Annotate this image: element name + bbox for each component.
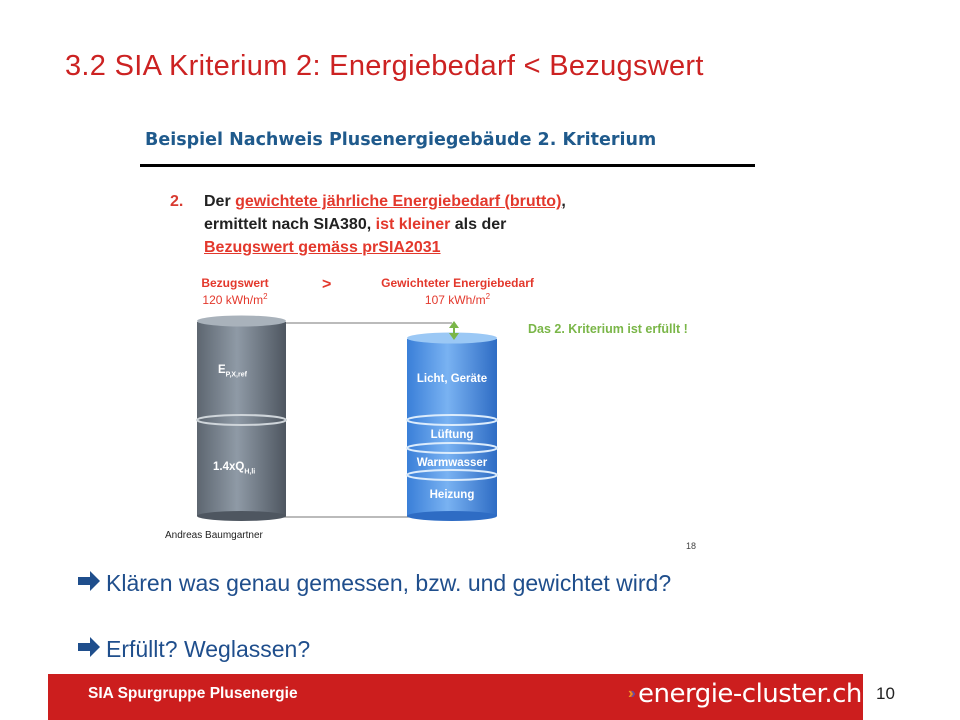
criterion-line-2: ermittelt nach SIA380, ist kleiner als der [204,216,507,233]
author-credit: Andreas Baumgartner [165,530,263,541]
reference-cylinder [197,316,286,522]
criterion-verdict: Das 2. Kriterium ist erfüllt ! [528,322,688,336]
arrow-right-icon [78,636,106,663]
weighted-value: 107 kWh/$m^2$ [424,292,491,307]
reference-cylinder-body [197,322,286,516]
weighted-heading: Gewichteter Energiebedarf [381,276,534,290]
segment-lueftung: Lüftung [430,429,474,441]
footer-label: SIA Spurgruppe Plusenergie [88,685,298,702]
reference-heading: Bezugswert [201,276,269,290]
chevrons-icon: ››› [628,685,632,702]
bullet-item [78,570,671,597]
reference-cylinder-bottom-cap [197,511,286,521]
reference-value: 120 kWh/$m^2$ [202,292,268,307]
reference-bottom-label: $1.4xQ_{H,li}$ [213,461,256,476]
slide-title: 3.2 SIA Kriterium 2: Energiebedarf < Bezugswert [65,50,704,82]
criterion-number: 2. [170,193,184,210]
bullet-text: Erfüllt? Weglassen? [106,636,311,662]
segment-heizung: Heizung [429,489,475,501]
criterion-line-1: Der gewichtete jährliche Energiebedarf (brutto), [204,193,566,210]
bullet-text: Klären was genau gemessen, bzw. und gewichtet wird? [106,570,672,596]
segment-licht-geraete: Licht, Geräte [416,373,488,385]
arrow-right-icon [78,570,106,597]
source-page-mark: 18 [686,541,697,551]
criterion-emphasis-1: gewichtete jährliche Energiebedarf (brutto) [235,193,562,210]
criterion-emphasis-3: Bezugswert gemäss prSIA2031 [204,239,441,256]
brand-logo [628,679,862,709]
criterion-emphasis-2: ist kleiner [375,216,451,233]
brand-name: energie-cluster.ch [637,679,862,709]
comparison-sign: > [322,276,332,293]
weighted-cylinder-bottom-cap [407,511,497,521]
bullet-item [78,636,310,663]
segment-warmwasser: Warmwasser [416,457,488,469]
example-heading: Beispiel Nachweis Plusenergiegebäude 2. Kriterium [145,130,657,150]
reference-top-label: $E_{P,X,ref}$ [218,364,247,379]
footer-bar [48,674,863,720]
reference-cylinder-top-cap [197,316,286,327]
page-number: 10 [876,684,895,703]
